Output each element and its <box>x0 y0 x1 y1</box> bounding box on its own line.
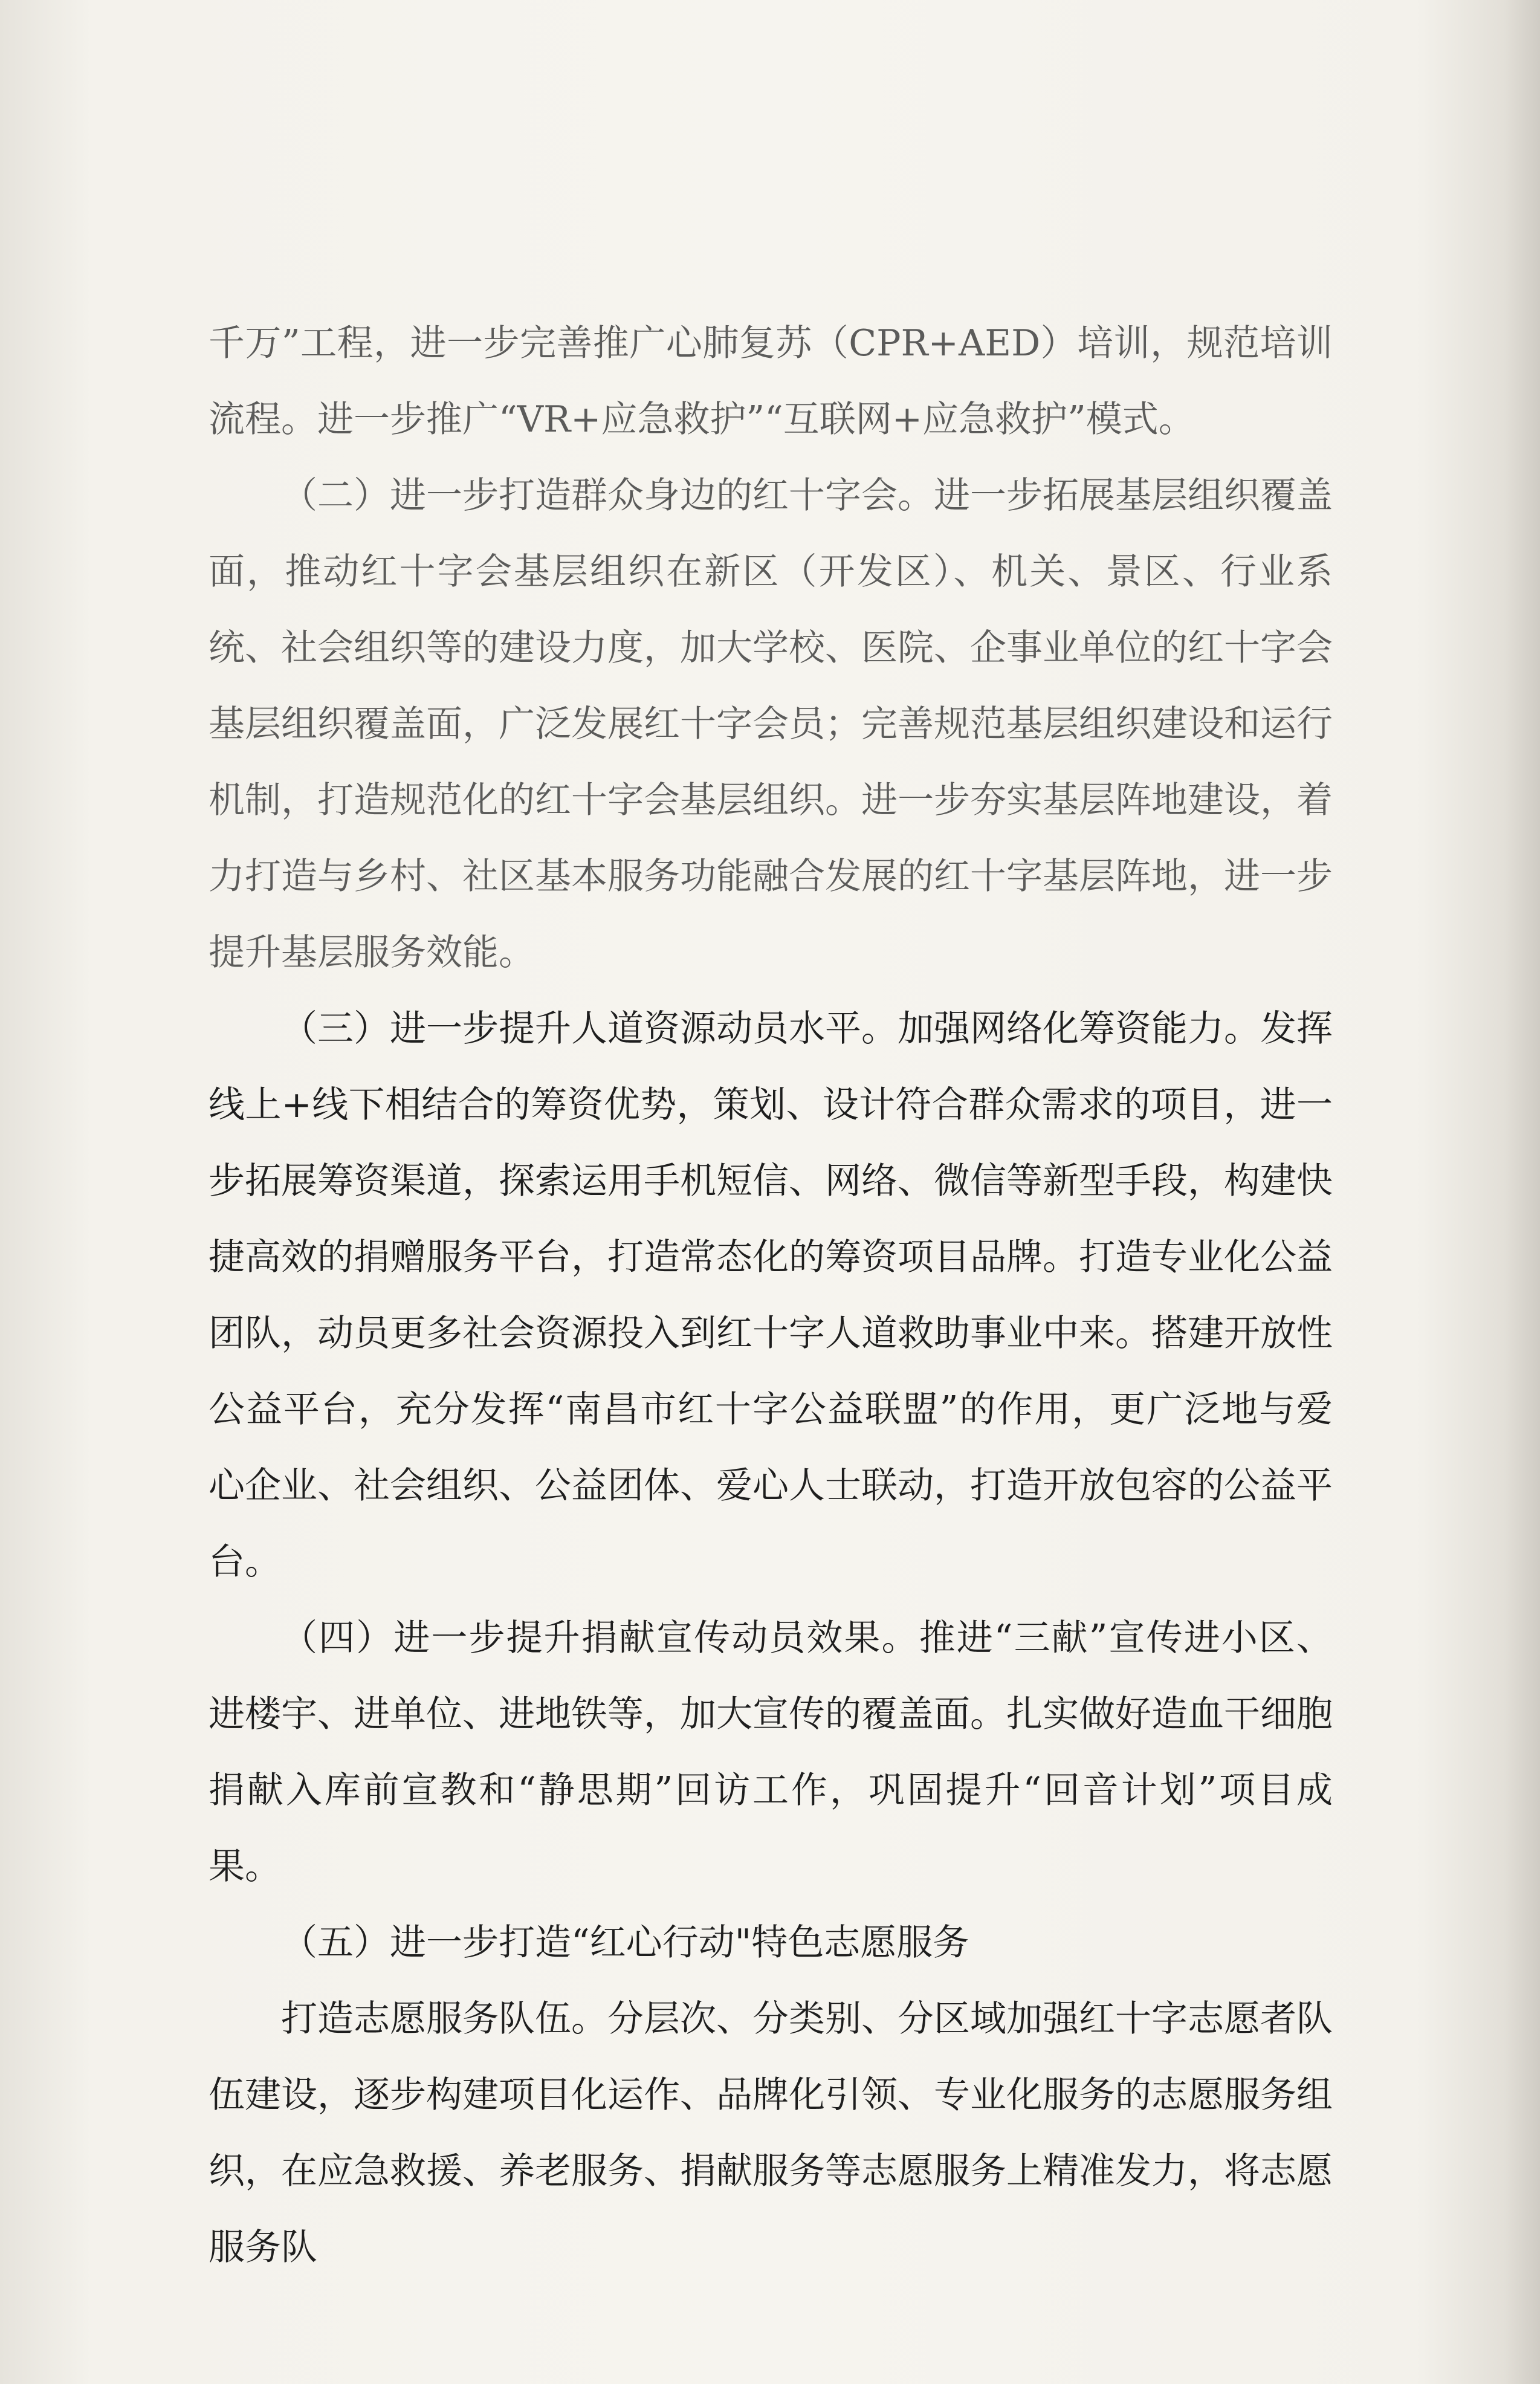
paragraph-text: 进一步拓展基层组织覆盖面，推动红十字会基层组织在新区（开发区）、机关、景区、行业系统、社会组织等的建设力度，加大学校、医院、企事业单位的红十字会基层组织覆盖面，广泛发展红十字会员；完善规范基层组织建设和运行机制，打造规范化的红十字会基层组织。进一步夯实基层阵地建设，着力打造与乡村、社区基本服务功能融合发展的红十字基层阵地，进一步提升基层服务效能。 <box>209 475 1333 974</box>
paragraph-section-3 <box>209 991 1333 1600</box>
document-body <box>209 305 1333 2285</box>
paragraph-section-2 <box>209 458 1333 991</box>
section-heading: （四）进一步提升捐献宣传动员效果。 <box>281 1617 919 1659</box>
paragraph-section-5-heading <box>209 1905 1333 1981</box>
paragraph-continuation <box>209 305 1333 458</box>
section-heading: （二）进一步打造群众身边的红十字会。 <box>281 475 934 517</box>
paragraph-text: 打造志愿服务队伍。分层次、分类别、分区域加强红十字志愿者队伍建设，逐步构建项目化运作、品牌化引领、专业化服务的志愿服务组织，在应急救援、养老服务、捐献服务等志愿服务上精准发力，将志愿服务队 <box>209 1998 1333 2269</box>
section-heading: （三）进一步提升人道资源动员水平。 <box>281 1008 898 1050</box>
paragraph-section-5-body <box>209 1981 1333 2285</box>
paragraph-text: 千万”工程，进一步完善推广心肺复苏（CPR+AED）培训，规范培训流程。进一步推广“VR+应急救护”“互联网+应急救护”模式。 <box>209 322 1333 441</box>
page-edge-shadow <box>1504 0 1540 2384</box>
section-heading: （五）进一步打造“红心行动"特色志愿服务 <box>281 1922 969 1964</box>
paragraph-section-4 <box>209 1600 1333 1905</box>
paragraph-text: 推进“三献”宣传进小区、进楼宇、进单位、进地铁等，加大宣传的覆盖面。扎实做好造血干细胞捐献入库前宣教和“静思期”回访工作，巩固提升“回音计划”项目成果。 <box>209 1617 1333 1888</box>
paragraph-text: 加强网络化筹资能力。发挥线上+线下相结合的筹资优势，策划、设计符合群众需求的项目，进一步拓展筹资渠道，探索运用手机短信、网络、微信等新型手段，构建快捷高效的捐赠服务平台，打造常态化的筹资项目品牌。打造专业化公益团队，动员更多社会资源投入到红十字人道救助事业中来。搭建开放性公益平台，充分发挥“南昌市红十字公益联盟”的作用，更广泛地与爱心企业、社会组织、公益团体、爱心人士联动，打造开放包容的公益平台。 <box>209 1008 1333 1583</box>
